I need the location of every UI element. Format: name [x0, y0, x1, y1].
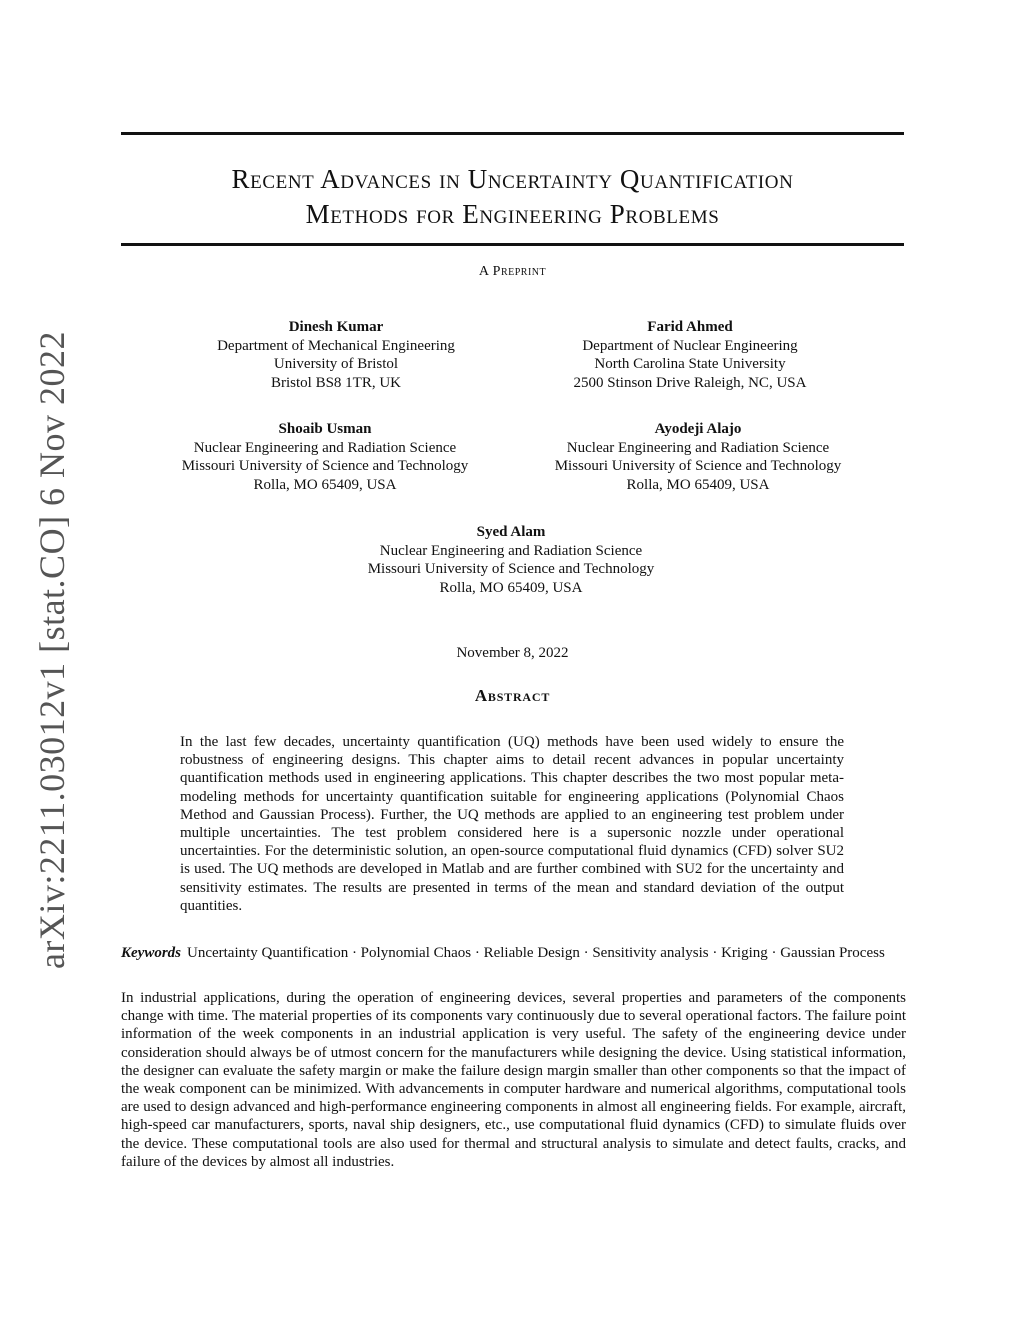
author-affiliation-line: 2500 Stinson Drive Raleigh, NC, USA	[573, 374, 807, 391]
keywords-list: Uncertainty Quantification · Polynomial Chaos · Reliable Design · Sensitivity analysis · Kriging · Gaussian Process	[187, 945, 885, 961]
title-top-rule	[121, 132, 904, 135]
author-affiliation-line: Nuclear Engineering and Radiation Science	[193, 439, 457, 456]
author-affiliation-line: Missouri University of Science and Technology	[554, 458, 842, 474]
author-affiliation-line: Missouri University of Science and Technology	[367, 561, 655, 577]
author-affiliation-line: North Carolina State University	[594, 356, 786, 372]
author-affiliation-line: Department of Nuclear Engineering	[582, 337, 798, 354]
abstract-heading: Abstract	[474, 686, 551, 705]
preprint-label: A Preprint	[478, 264, 547, 279]
author-affiliation-line: Department of Mechanical Engineering	[217, 337, 455, 354]
author-affiliation-line: Rolla, MO 65409, USA	[626, 476, 770, 493]
author-name: Shoaib Usman	[278, 421, 372, 437]
arxiv-identifier: arXiv:2211.03012v1 [stat.CO] 6 Nov 2022	[32, 330, 72, 970]
paper-title	[121, 162, 904, 232]
title-line-2: Methods for Engineering Problems	[305, 199, 720, 229]
author-block	[146, 318, 526, 392]
title-line-1: Recent Advances in Uncertainty Quantification	[231, 164, 794, 194]
author-affiliation-line: Bristol BS8 1TR, UK	[270, 374, 402, 391]
abstract-text: In the last few decades, uncertainty quantification (UQ) methods have been used widely to ensure the robustness of engineering designs. This chapter aims to detail recent advances in popular uncertainty quantification methods used in engineering applications. This chapter describes the two most popular meta-modeling methods for uncertainty quantification suitable for engineering applications (Polynomial Chaos Method and Gaussian Process). Further, the UQ methods are applied to an engineering test problem under multiple uncertainties. The test problem considered here is a supersonic nozzle under operational uncertainties. For the deterministic solution, an open-source computational fluid dynamics (CFD) solver SU2 is used. The UQ methods are developed in Matlab and are further combined with SU2 for the uncertainty and sensitivity estimates. The results are presented in terms of the mean and standard deviation of the output quantities.	[180, 734, 844, 914]
author-block	[321, 523, 701, 597]
author-affiliation-line: University of Bristol	[273, 356, 399, 372]
author-name: Ayodeji Alajo	[654, 421, 742, 437]
title-bottom-rule	[121, 243, 904, 246]
publication-date: November 8, 2022	[456, 645, 569, 661]
author-name: Syed Alam	[476, 524, 546, 540]
author-affiliation-line: Rolla, MO 65409, USA	[253, 476, 397, 493]
author-block	[508, 420, 888, 494]
author-affiliation-line: Nuclear Engineering and Radiation Science	[379, 542, 643, 559]
author-affiliation-line: Nuclear Engineering and Radiation Science	[566, 439, 830, 456]
author-name: Farid Ahmed	[647, 319, 733, 335]
author-affiliation-line: Missouri University of Science and Technology	[181, 458, 469, 474]
author-name: Dinesh Kumar	[288, 319, 384, 335]
author-affiliation-line: Rolla, MO 65409, USA	[439, 579, 583, 596]
author-block	[500, 318, 880, 392]
keywords-label: Keywords	[121, 945, 181, 961]
introduction-paragraph: In industrial applications, during the operation of engineering devices, several properties and parameters of the components change with time. The material properties of its components vary continuously due to several operational factors. The failure point information of the week components in an industrial application is very useful. The safety of the engineering device under consideration should always be of utmost concern for the manufacturers while designing the device. Using statistical information, the designer can evaluate the safety margin or make the failure design margin smaller than other components so that the impact of the weak component can be minimized. With advancements in computer hardware and numerical algorithms, computational tools are used to design advanced and high-performance engineering components in almost all engineering fields. For example, aircraft, high-speed car manufacturers, sports, naval ship designers, etc., use computational fluid dynamics (CFD) to simulate fluids over the device. These computational tools are also used for thermal and structural analysis to simulate and detect faults, cracks, and failure of the devices by almost all industries.	[121, 990, 906, 1170]
keywords	[121, 944, 904, 963]
author-block	[135, 420, 515, 494]
